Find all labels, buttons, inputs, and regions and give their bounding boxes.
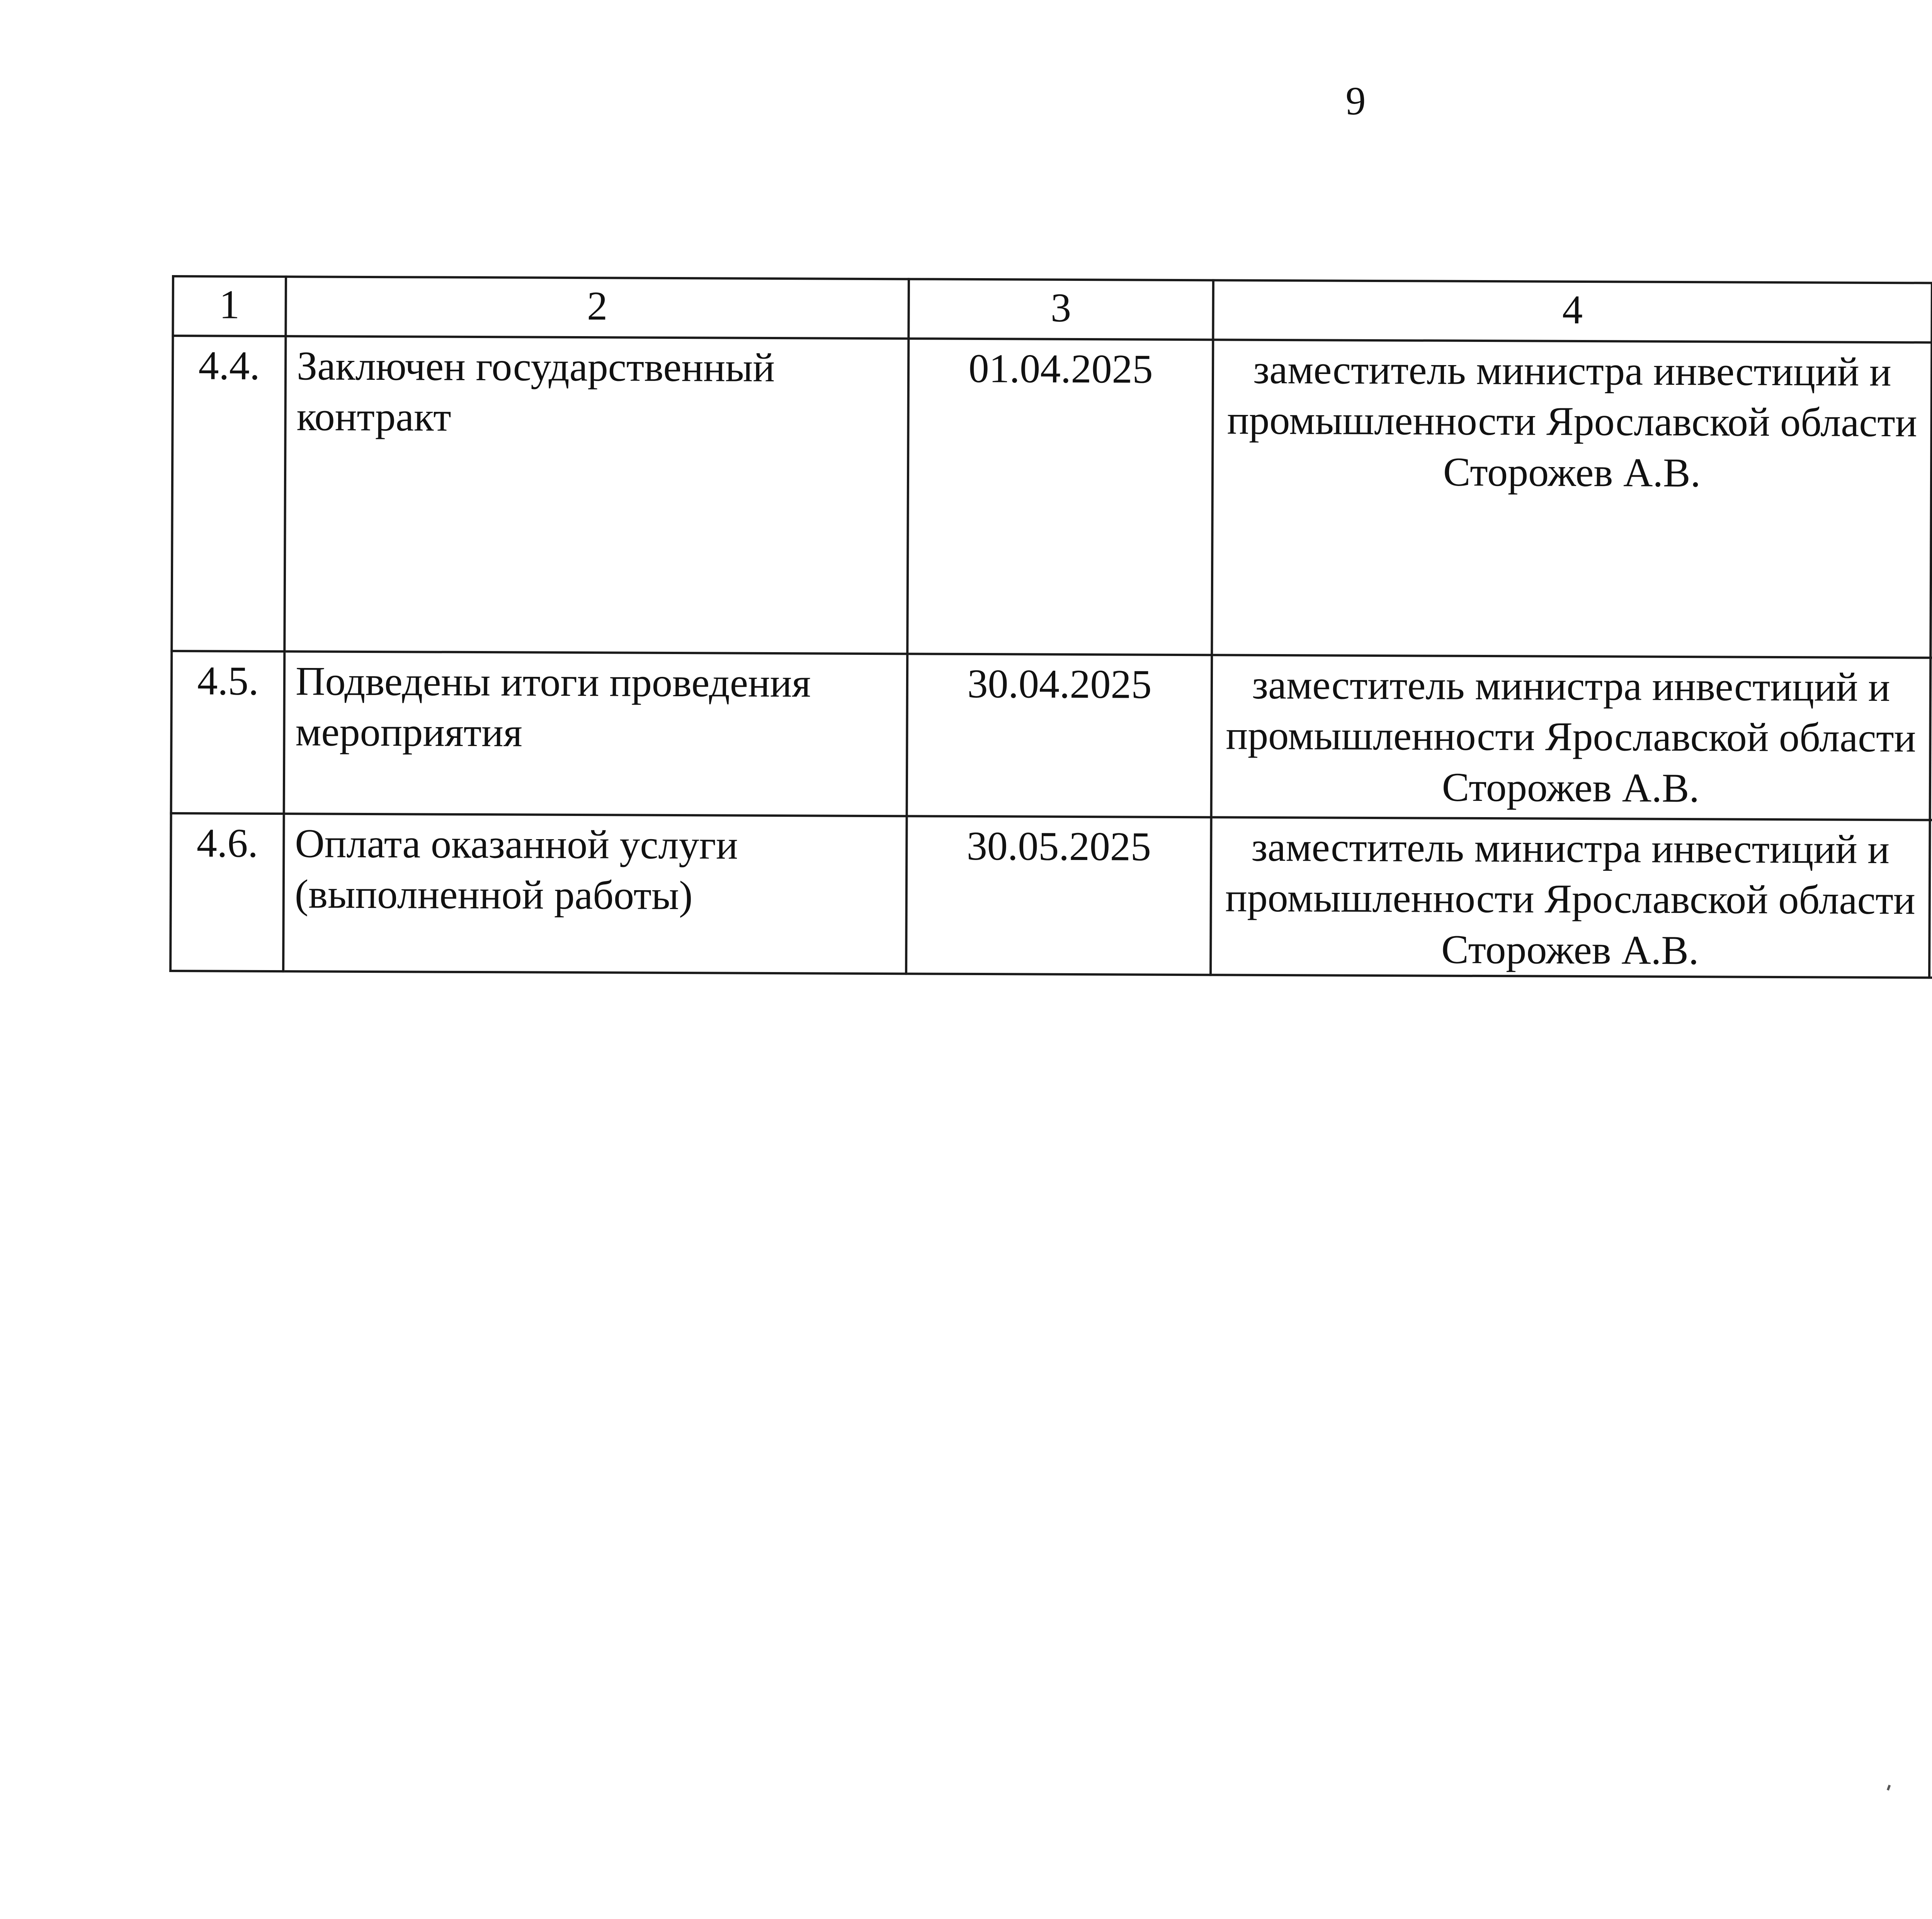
event-date: 30.05.2025 <box>906 816 1211 975</box>
plan-table <box>169 275 1932 981</box>
stray-pen-mark <box>1887 1785 1891 1790</box>
event-name: Подведены итоги проведения мероприятия <box>284 651 908 816</box>
event-name: Заключен государственный контракт <box>284 336 908 654</box>
table-row <box>172 336 1932 660</box>
row-number: 4.5. <box>171 651 285 814</box>
row-number: 4.6. <box>170 813 284 971</box>
responsible-person: заместитель министра инвестиций и промышленности Ярославской области Сторожев А.В. <box>1211 655 1931 820</box>
event-date: 30.04.2025 <box>907 654 1212 817</box>
result-document <box>1930 658 1932 821</box>
column-header-4: 4 <box>1213 280 1932 342</box>
responsible-person: заместитель министра инвестиций и промышленности Ярославской области Сторожев А.В. <box>1211 817 1930 977</box>
column-header-1: 1 <box>173 276 286 336</box>
table-row <box>171 651 1932 823</box>
responsible-person: заместитель министра инвестиций и промышленности Ярославской области Сторожев А.В. <box>1212 340 1932 658</box>
event-date: 01.04.2025 <box>907 338 1213 655</box>
column-header-2: 2 <box>286 277 909 338</box>
event-name: Оплата оказанной услуги (выполненной работы) <box>283 814 907 974</box>
result-document <box>1929 820 1932 979</box>
table-header-row <box>173 276 1932 345</box>
page-number: 9 <box>1345 79 1366 123</box>
row-number: 4.4. <box>172 336 286 651</box>
column-header-3: 3 <box>908 279 1213 340</box>
table-row <box>170 813 1932 980</box>
